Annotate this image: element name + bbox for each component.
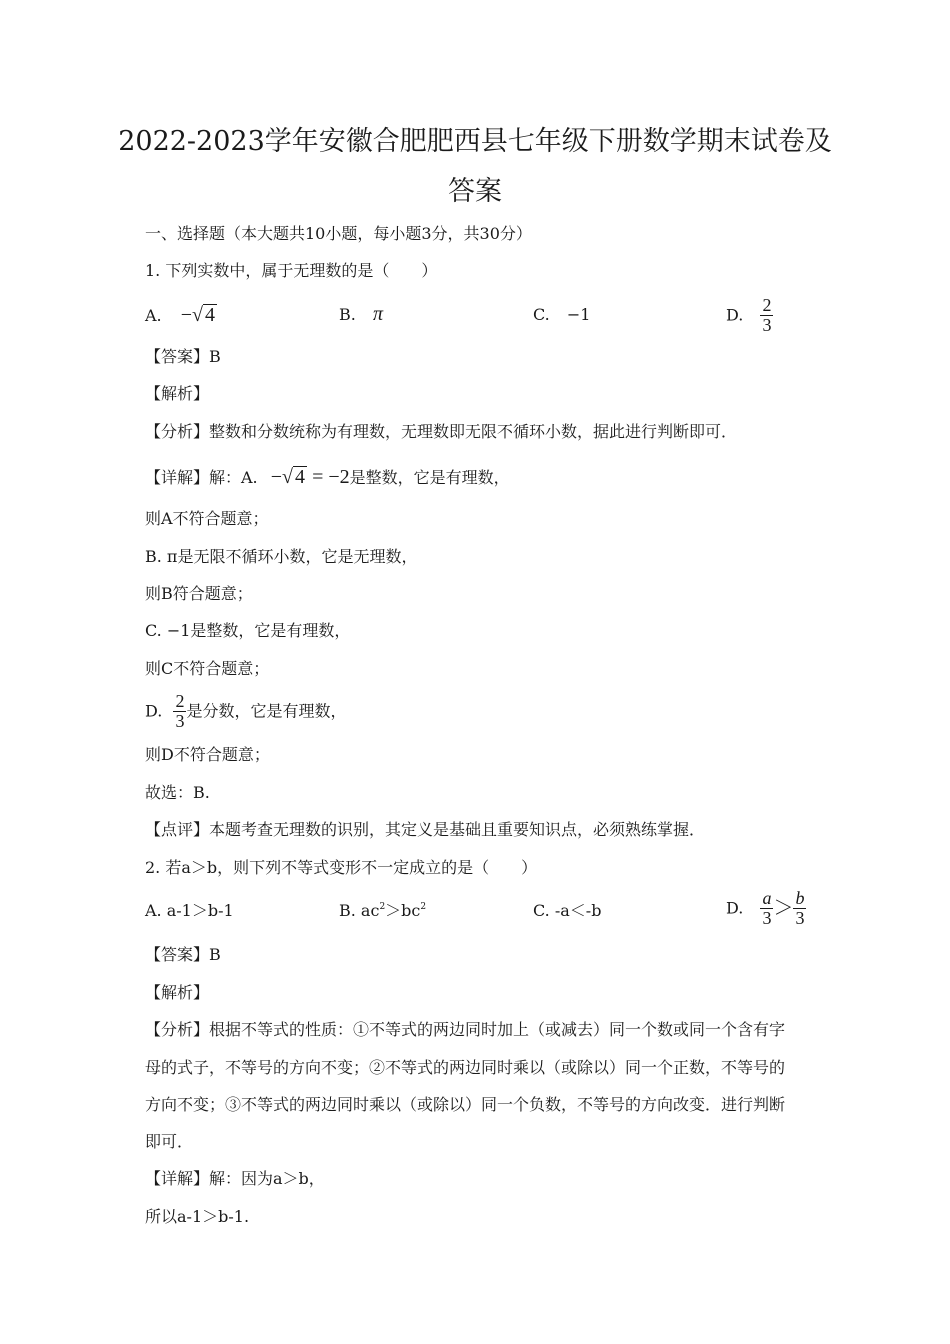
q1-b-result: 则B符合题意；: [145, 584, 253, 603]
q1-option-c: [533, 307, 590, 323]
document-title-line-1: 2022-2023学年安徽合肥肥西县七年级下册数学期末试卷及: [118, 126, 832, 157]
q1-c-result: 则C不符合题意；: [145, 659, 270, 678]
q1-option-d: [726, 296, 773, 335]
q1-answer: 【答案】B: [145, 347, 221, 366]
minus-sign: −: [270, 466, 283, 488]
section-heading: 一、选择题（本大题共10小题，每小题3分，共30分）: [145, 224, 532, 243]
q1-b-line: B. π是无限不循环小数，它是无理数，: [145, 547, 418, 566]
option-label: A.: [145, 306, 162, 325]
denominator: 3: [175, 710, 185, 731]
sqrt-sign: √: [282, 466, 294, 488]
option-label: D.: [145, 701, 163, 721]
minus-sign: −: [180, 304, 193, 326]
q1-comment: 【点评】本题考查无理数的识别，其定义是基础且重要知识点，必须熟练掌握．: [145, 820, 706, 839]
q2-detail: 【详解】解：因为a＞b，: [145, 1169, 325, 1188]
q1-d-line: [145, 692, 346, 731]
q1-detail: [145, 466, 510, 487]
fraction: [760, 296, 773, 335]
q1-option-a: [145, 304, 217, 325]
denominator: 3: [795, 907, 805, 928]
question-1-stem: 1. 下列实数中，属于无理数的是（ ）: [145, 261, 438, 280]
question-2-stem: 2. 若a＞b，则下列不等式变形不一定成立的是（ ）: [145, 858, 538, 877]
q2-analysis-line-3: 方向不变；③不等式的两边同时乘以（或除以）同一个负数，不等号的方向改变．进行判断: [145, 1095, 786, 1114]
radicand: 4: [205, 304, 215, 326]
fraction-b: [793, 889, 806, 928]
q1-analysis-heading: 【解析】: [145, 384, 210, 403]
numerator: a: [762, 888, 772, 908]
option-label: B.: [339, 305, 356, 324]
q2-option-d: [726, 889, 806, 928]
superscript: 2: [420, 902, 427, 912]
document-title-line-2: 答案: [448, 176, 502, 207]
fraction-a: [760, 889, 773, 928]
pi-value: π: [372, 303, 383, 325]
q1-analysis: 【分析】整数和分数统称为有理数，无理数即无限不循环小数，据此进行判断即可．: [145, 422, 738, 441]
fraction: [173, 692, 186, 731]
q1-d-result: 则D不符合题意；: [145, 745, 270, 764]
option-label: D.: [726, 305, 744, 325]
detail-prefix: 【详解】解：A.: [145, 468, 258, 487]
q1-a-result: 则A不符合题意；: [145, 509, 269, 528]
q2-analysis-heading: 【解析】: [145, 983, 210, 1002]
option-b-mid: ＞bc: [385, 901, 421, 920]
q2-analysis-line-1: 【分析】根据不等式的性质：①不等式的两边同时加上（或减去）同一个数或同一个含有字: [145, 1020, 786, 1039]
sqrt-sign: √: [192, 304, 203, 326]
radicand: 4: [295, 466, 306, 488]
q2-option-b: [339, 903, 426, 919]
denominator: 3: [762, 314, 772, 335]
denominator: 3: [762, 907, 772, 928]
d-line-text: 是分数，它是有理数，: [186, 701, 347, 721]
q1-c-line: C. −1是整数，它是有理数，: [145, 621, 351, 640]
detail-suffix: 是整数，它是有理数，: [349, 468, 510, 487]
q1-option-b: [339, 304, 383, 324]
numerator: 2: [762, 295, 772, 315]
q2-answer: 【答案】B: [145, 945, 221, 964]
greater-than: ＞: [773, 897, 794, 920]
equation-result: = −2: [312, 466, 350, 488]
option-label: D.: [726, 898, 744, 918]
q2-conclusion: 所以a-1＞b-1.: [145, 1207, 250, 1226]
option-b-prefix: B. ac: [339, 901, 380, 920]
numerator: 2: [175, 691, 185, 711]
numerator: b: [795, 888, 805, 908]
q2-option-c: C. -a＜-b: [533, 901, 602, 920]
q2-analysis-line-2: 母的式子，不等号的方向不变；②不等式的两边同时乘以（或除以）同一个正数，不等号的: [145, 1058, 786, 1077]
option-value: −1: [566, 305, 591, 324]
superscript: 2: [379, 902, 386, 912]
q2-analysis-line-4: 即可．: [145, 1132, 194, 1151]
q1-choice: 故选：B.: [145, 783, 210, 802]
q2-option-a: A. a-1＞b-1: [145, 901, 234, 920]
option-label: C.: [533, 305, 550, 324]
